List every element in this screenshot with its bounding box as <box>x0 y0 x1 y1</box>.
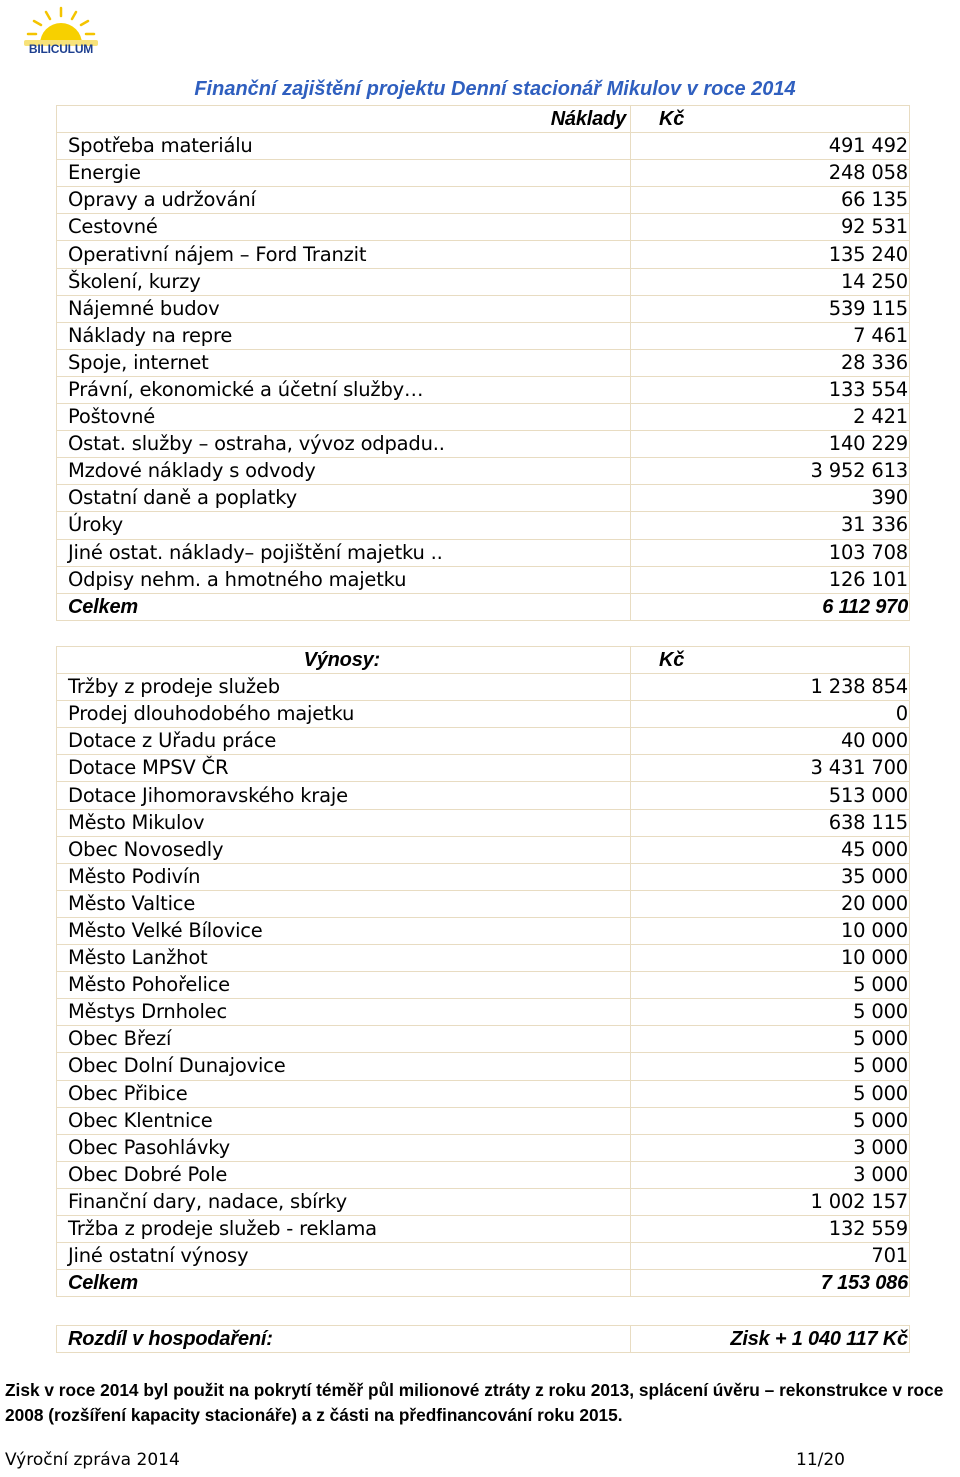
revenue-row-value: 3 431 700 <box>631 755 910 782</box>
revenue-row <box>57 782 910 809</box>
revenue-row-value: 10 000 <box>631 917 910 944</box>
cost-row-value: 31 336 <box>631 512 910 539</box>
cost-row-value: 92 531 <box>631 214 910 241</box>
revenue-row-label: Město Podivín <box>57 863 631 890</box>
revenue-row-label: Městys Drnholec <box>57 999 631 1026</box>
biliculum-logo <box>20 6 102 66</box>
revenue-row <box>57 917 910 944</box>
revenue-row-label: Obec Březí <box>57 1026 631 1053</box>
cost-row <box>57 241 910 268</box>
revenue-row-label: Obec Přibice <box>57 1080 631 1107</box>
revenue-row-label: Dotace MPSV ČR <box>57 755 631 782</box>
cost-row-label: Náklady na repre <box>57 322 631 349</box>
cost-row-label: Poštovné <box>57 404 631 431</box>
cost-row-value: 248 058 <box>631 160 910 187</box>
revenue-row <box>57 1080 910 1107</box>
revenues-header-row <box>57 647 910 674</box>
revenues-total-value: 7 153 086 <box>631 1270 910 1297</box>
cost-row <box>57 458 910 485</box>
cost-row-label: Právní, ekonomické a účetní služby… <box>57 376 631 403</box>
revenue-row <box>57 1026 910 1053</box>
revenue-row-value: 10 000 <box>631 945 910 972</box>
cost-row-value: 2 421 <box>631 404 910 431</box>
cost-row <box>57 214 910 241</box>
cost-row <box>57 295 910 322</box>
revenue-row <box>57 755 910 782</box>
sun-icon <box>20 6 102 46</box>
revenue-row-value: 3 000 <box>631 1134 910 1161</box>
cost-row-label: Energie <box>57 160 631 187</box>
revenue-row <box>57 999 910 1026</box>
result-table <box>56 1325 910 1353</box>
revenue-row <box>57 945 910 972</box>
cost-row-label: Opravy a udržování <box>57 187 631 214</box>
revenue-row-label: Tržby z prodeje služeb <box>57 674 631 701</box>
result-value: Zisk + 1 040 117 Kč <box>631 1326 910 1353</box>
revenue-row <box>57 1107 910 1134</box>
cost-row <box>57 349 910 376</box>
cost-row-value: 66 135 <box>631 187 910 214</box>
revenue-row <box>57 1243 910 1270</box>
cost-row-label: Spoje, internet <box>57 349 631 376</box>
cost-row-label: Mzdové náklady s odvody <box>57 458 631 485</box>
costs-table <box>56 105 910 621</box>
cost-row <box>57 539 910 566</box>
revenue-row <box>57 1134 910 1161</box>
revenue-row <box>57 890 910 917</box>
revenue-row <box>57 1161 910 1188</box>
revenue-row-value: 5 000 <box>631 1080 910 1107</box>
cost-row <box>57 512 910 539</box>
revenue-row-label: Dotace Jihomoravského kraje <box>57 782 631 809</box>
revenue-row-value: 513 000 <box>631 782 910 809</box>
costs-rows <box>57 133 910 594</box>
cost-row-label: Cestovné <box>57 214 631 241</box>
revenue-row-value: 1 002 157 <box>631 1188 910 1215</box>
cost-row-label: Odpisy nehm. a hmotného majetku <box>57 566 631 593</box>
revenue-row-value: 5 000 <box>631 1053 910 1080</box>
cost-row-label: Ostat. služby – ostraha, vývoz odpadu.. <box>57 431 631 458</box>
revenue-row-value: 35 000 <box>631 863 910 890</box>
cost-row <box>57 376 910 403</box>
page-title: Finanční zajištění projektu Denní stacionář Mikulov v roce 2014 <box>194 78 796 100</box>
revenues-table <box>56 646 910 1297</box>
revenue-row-label: Město Valtice <box>57 890 631 917</box>
revenues-rows <box>57 674 910 1270</box>
cost-row <box>57 566 910 593</box>
revenue-row <box>57 809 910 836</box>
revenue-row-value: 3 000 <box>631 1161 910 1188</box>
cost-row <box>57 187 910 214</box>
cost-row <box>57 404 910 431</box>
cost-row-value: 3 952 613 <box>631 458 910 485</box>
revenue-row <box>57 1215 910 1242</box>
cost-row-label: Ostatní daně a poplatky <box>57 485 631 512</box>
cost-row-value: 28 336 <box>631 349 910 376</box>
cost-row-value: 539 115 <box>631 295 910 322</box>
costs-header-unit: Kč <box>631 106 910 133</box>
revenue-row-label: Obec Novosedly <box>57 836 631 863</box>
cost-row-value: 133 554 <box>631 376 910 403</box>
cost-row-label: Úroky <box>57 512 631 539</box>
revenue-row-value: 5 000 <box>631 1107 910 1134</box>
cost-row <box>57 268 910 295</box>
revenue-row-label: Finanční dary, nadace, sbírky <box>57 1188 631 1215</box>
costs-header-label: Náklady <box>57 106 631 133</box>
revenue-row-label: Tržba z prodeje služeb - reklama <box>57 1215 631 1242</box>
revenue-row-label: Město Pohořelice <box>57 972 631 999</box>
result-note: Zisk v roce 2014 byl použit na pokrytí téměř půl milionové ztráty z roku 2013, splácení úvěru – rekonstrukce v roce 2008 (rozšíření kapacity stacionáře) a z části na předfinancování roku 2015. <box>5 1380 944 1425</box>
revenue-row-label: Město Velké Bílovice <box>57 917 631 944</box>
cost-row-label: Operativní nájem – Ford Tranzit <box>57 241 631 268</box>
cost-row-label: Spotřeba materiálu <box>57 133 631 160</box>
logo-text: BILICULUM <box>28 42 94 56</box>
revenue-row-label: Obec Klentnice <box>57 1107 631 1134</box>
cost-row-label: Jiné ostat. náklady– pojištění majetku .. <box>57 539 631 566</box>
cost-row-value: 103 708 <box>631 539 910 566</box>
revenue-row-label: Prodej dlouhodobého majetku <box>57 701 631 728</box>
revenue-row <box>57 836 910 863</box>
revenue-row-value: 701 <box>631 1243 910 1270</box>
revenue-row-value: 132 559 <box>631 1215 910 1242</box>
revenues-total-row <box>57 1270 910 1297</box>
revenue-row-label: Město Lanžhot <box>57 945 631 972</box>
revenue-row <box>57 1188 910 1215</box>
cost-row-label: Nájemné budov <box>57 295 631 322</box>
costs-header-row <box>57 106 910 133</box>
revenue-row-value: 5 000 <box>631 999 910 1026</box>
cost-row-value: 7 461 <box>631 322 910 349</box>
cost-row-value: 140 229 <box>631 431 910 458</box>
cost-row <box>57 133 910 160</box>
revenue-row <box>57 1053 910 1080</box>
costs-total-label: Celkem <box>57 593 631 620</box>
revenue-row-value: 40 000 <box>631 728 910 755</box>
revenues-total-label: Celkem <box>57 1270 631 1297</box>
revenue-row-label: Dotace z Uřadu práce <box>57 728 631 755</box>
revenue-row <box>57 701 910 728</box>
costs-total-value: 6 112 970 <box>631 593 910 620</box>
footer-page-number: 11/20 <box>796 1450 845 1470</box>
result-row <box>57 1326 910 1353</box>
revenue-row <box>57 728 910 755</box>
cost-row <box>57 322 910 349</box>
cost-row-value: 126 101 <box>631 566 910 593</box>
cost-row <box>57 485 910 512</box>
cost-row-value: 491 492 <box>631 133 910 160</box>
revenues-header-unit: Kč <box>631 647 910 674</box>
cost-row-value: 390 <box>631 485 910 512</box>
revenue-row-value: 0 <box>631 701 910 728</box>
result-label: Rozdíl v hospodaření: <box>57 1326 631 1353</box>
revenue-row-value: 5 000 <box>631 1026 910 1053</box>
revenue-row-value: 1 238 854 <box>631 674 910 701</box>
revenue-row-value: 638 115 <box>631 809 910 836</box>
footer-report-name: Výroční zpráva 2014 <box>5 1450 180 1470</box>
cost-row <box>57 160 910 187</box>
revenue-row <box>57 972 910 999</box>
revenue-row-label: Jiné ostatní výnosy <box>57 1243 631 1270</box>
cost-row-value: 135 240 <box>631 241 910 268</box>
revenue-row-value: 5 000 <box>631 972 910 999</box>
revenues-header-label: Výnosy: <box>57 647 631 674</box>
revenue-row <box>57 674 910 701</box>
revenue-row-label: Obec Dolní Dunajovice <box>57 1053 631 1080</box>
revenue-row <box>57 863 910 890</box>
cost-row-value: 14 250 <box>631 268 910 295</box>
cost-row <box>57 431 910 458</box>
revenue-row-label: Obec Pasohlávky <box>57 1134 631 1161</box>
revenue-row-label: Obec Dobré Pole <box>57 1161 631 1188</box>
revenue-row-value: 20 000 <box>631 890 910 917</box>
cost-row-label: Školení, kurzy <box>57 268 631 295</box>
revenue-row-label: Město Mikulov <box>57 809 631 836</box>
revenue-row-value: 45 000 <box>631 836 910 863</box>
costs-total-row <box>57 593 910 620</box>
